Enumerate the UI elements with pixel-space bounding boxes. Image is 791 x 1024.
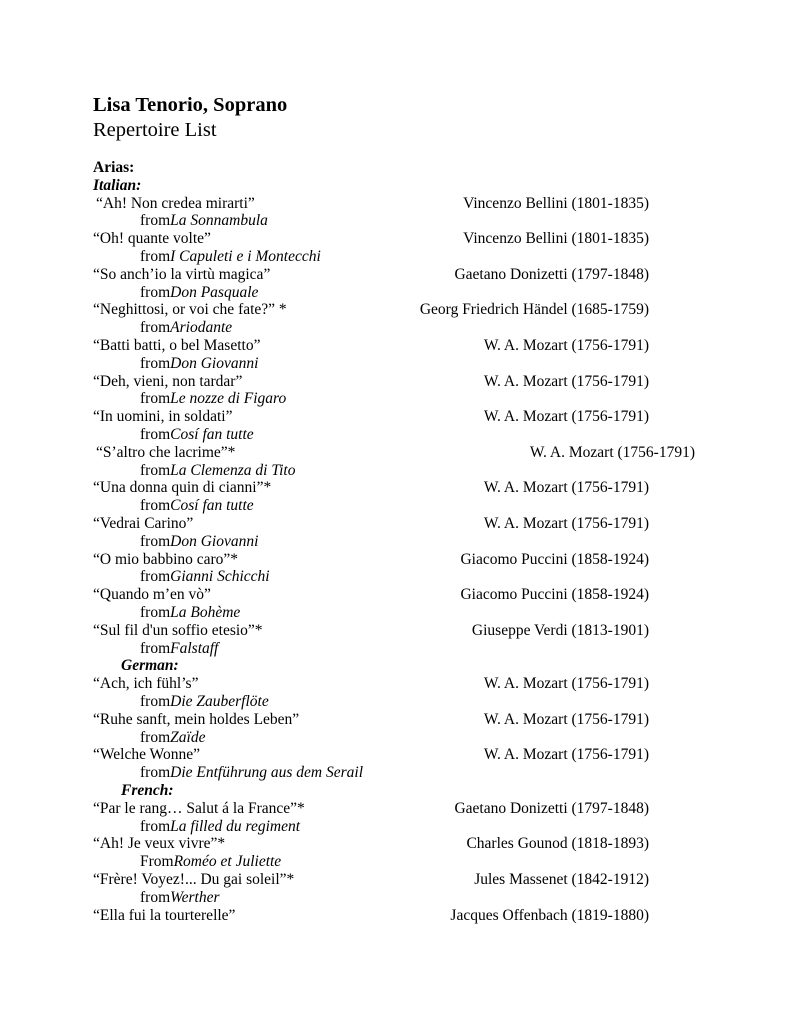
composer-name: W. A. Mozart (1756-1791) [483, 515, 649, 532]
opera-title: La Clemenza di Tito [170, 461, 296, 479]
aria-entry [0, 907, 791, 925]
aria-entry [0, 373, 791, 391]
aria-title: “Quando m’en vò” [93, 586, 211, 604]
opera-title: Zaïde [170, 728, 206, 746]
opera-source-line [0, 729, 791, 747]
from-label: from [140, 497, 171, 515]
opera-title: Don Giovanni [170, 532, 259, 550]
aria-entry [0, 622, 791, 640]
language-heading: German: [121, 657, 179, 675]
from-label: from [140, 639, 171, 657]
arias-heading-line [0, 159, 791, 177]
aria-title: “Una donna quin di cianni”* [93, 479, 272, 497]
opera-title: La Sonnambula [170, 212, 268, 230]
from-label: from [140, 283, 171, 301]
opera-title: Ariodante [170, 319, 233, 337]
from-label: from [140, 354, 171, 372]
aria-title: “Ach, ich fühl’s” [93, 675, 199, 693]
from-label: from [140, 888, 171, 906]
page-subtitle: Repertoire List [93, 119, 217, 141]
aria-title: “Ruhe sanft, mein holdes Leben” [93, 710, 300, 728]
from-label: from [140, 568, 171, 586]
from-label: from [140, 693, 171, 710]
aria-title: “Batti batti, o bel Masetto” [93, 337, 261, 354]
aria-entry [0, 444, 791, 462]
from-label: from [140, 817, 171, 835]
opera-source-line [0, 889, 791, 907]
composer-name: Vincenzo Bellini (1801-1835) [463, 230, 649, 248]
aria-entry [0, 871, 791, 889]
opera-title: Le nozze di Figaro [170, 390, 287, 408]
group-heading-line [0, 782, 791, 800]
composer-name: W. A. Mozart (1756-1791) [529, 443, 695, 461]
opera-title: Die Zauberflöte [170, 693, 269, 710]
composer-name: W. A. Mozart (1756-1791) [483, 408, 649, 426]
composer-name: Giuseppe Verdi (1813-1901) [471, 621, 649, 639]
opera-title: La filled du regiment [170, 817, 301, 835]
aria-title: “S’altro che lacrime”* [96, 443, 236, 461]
opera-source-line [0, 853, 791, 871]
composer-name: Vincenzo Bellini (1801-1835) [463, 194, 649, 212]
from-label: from [140, 604, 171, 621]
composer-name: Jules Massenet (1842-1912) [474, 871, 649, 888]
opera-source-line [0, 693, 791, 711]
aria-title: “Oh! quante volte” [93, 230, 211, 248]
opera-source-line [0, 248, 791, 266]
aria-title: “Ah! Je veux vivre”* [93, 835, 226, 853]
opera-title: Die Entführung aus dem Serail [170, 764, 364, 782]
aria-title: “Ah! Non credea mirarti” [96, 194, 255, 212]
aria-entry [0, 586, 791, 604]
aria-title: “Ella fui la tourterelle” [93, 906, 236, 924]
aria-entry [0, 746, 791, 764]
opera-source-line [0, 319, 791, 337]
opera-source-line [0, 497, 791, 515]
aria-title: “In uomini, in soldati” [93, 408, 233, 426]
composer-name: W. A. Mozart (1756-1791) [483, 337, 649, 354]
aria-title: “Frère! Voyez!... Du gai soleil”* [93, 871, 295, 888]
aria-title: “Welche Wonne” [93, 746, 200, 764]
aria-entry [0, 337, 791, 355]
arias-heading: Arias: [93, 159, 135, 176]
from-label: from [140, 532, 171, 550]
from-label: from [140, 248, 171, 265]
language-heading: Italian: [93, 176, 142, 194]
from-label: From [140, 853, 174, 871]
group-heading-line [0, 177, 791, 195]
composer-name: W. A. Mozart (1756-1791) [483, 710, 649, 728]
opera-source-line [0, 818, 791, 836]
opera-source-line [0, 390, 791, 408]
opera-source-line [0, 533, 791, 551]
composer-name: W. A. Mozart (1756-1791) [483, 746, 649, 764]
opera-source-line [0, 462, 791, 480]
opera-title: Roméo et Juliette [173, 853, 282, 871]
aria-entry [0, 230, 791, 248]
aria-entry [0, 800, 791, 818]
composer-name: W. A. Mozart (1756-1791) [483, 479, 649, 497]
opera-title: La Bohème [170, 604, 241, 621]
aria-title: “Vedrai Carino” [93, 515, 194, 532]
language-heading: French: [121, 782, 174, 799]
aria-title: “O mio babbino caro”* [93, 550, 239, 568]
composer-name: Gaetano Donizetti (1797-1848) [454, 799, 649, 817]
opera-source-line [0, 604, 791, 622]
opera-source-line [0, 426, 791, 444]
aria-title: “Sul fil d'un soffio etesio”* [93, 621, 263, 639]
opera-source-line [0, 764, 791, 782]
aria-entry [0, 675, 791, 693]
opera-title: Don Giovanni [170, 354, 259, 372]
opera-title: I Capuleti e i Montecchi [170, 248, 321, 265]
aria-entry [0, 479, 791, 497]
aria-entry [0, 835, 791, 853]
composer-name: Jacques Offenbach (1819-1880) [450, 906, 649, 924]
opera-source-line [0, 212, 791, 230]
aria-entry [0, 551, 791, 569]
composer-name: Giacomo Puccini (1858-1924) [460, 586, 649, 604]
aria-entry [0, 515, 791, 533]
aria-title: “Par le rang… Salut á la France”* [93, 799, 305, 817]
aria-title: “Neghittosi, or voi che fate?” * [93, 301, 287, 319]
opera-source-line [0, 355, 791, 373]
page-title: Lisa Tenorio, Soprano [93, 94, 288, 116]
opera-title: Don Pasquale [170, 283, 259, 301]
composer-name: Charles Gounod (1818-1893) [466, 835, 649, 853]
from-label: from [140, 764, 171, 782]
composer-name: Gaetano Donizetti (1797-1848) [454, 265, 649, 283]
aria-entry [0, 408, 791, 426]
opera-title: Werther [170, 888, 220, 906]
opera-title: Gianni Schicchi [170, 568, 270, 586]
aria-entry [0, 195, 791, 213]
composer-name: W. A. Mozart (1756-1791) [483, 372, 649, 390]
opera-source-line [0, 284, 791, 302]
composer-name: Giacomo Puccini (1858-1924) [460, 550, 649, 568]
opera-title: Cosí fan tutte [170, 497, 254, 515]
composer-name: W. A. Mozart (1756-1791) [483, 675, 649, 693]
from-label: from [140, 390, 171, 408]
aria-entry [0, 301, 791, 319]
aria-entry [0, 711, 791, 729]
opera-source-line [0, 568, 791, 586]
opera-title: Falstaff [170, 639, 219, 657]
aria-title: “Deh, vieni, non tardar” [93, 372, 243, 390]
opera-title: Cosí fan tutte [170, 426, 254, 443]
from-label: from [140, 319, 171, 337]
from-label: from [140, 212, 171, 230]
group-heading-line [0, 657, 791, 675]
from-label: from [140, 728, 171, 746]
from-label: from [140, 426, 171, 443]
aria-entry [0, 266, 791, 284]
composer-name: Georg Friedrich Händel (1685-1759) [419, 301, 649, 319]
opera-source-line [0, 640, 791, 658]
from-label: from [140, 461, 171, 479]
aria-title: “So anch’io la virtù magica” [93, 265, 271, 283]
